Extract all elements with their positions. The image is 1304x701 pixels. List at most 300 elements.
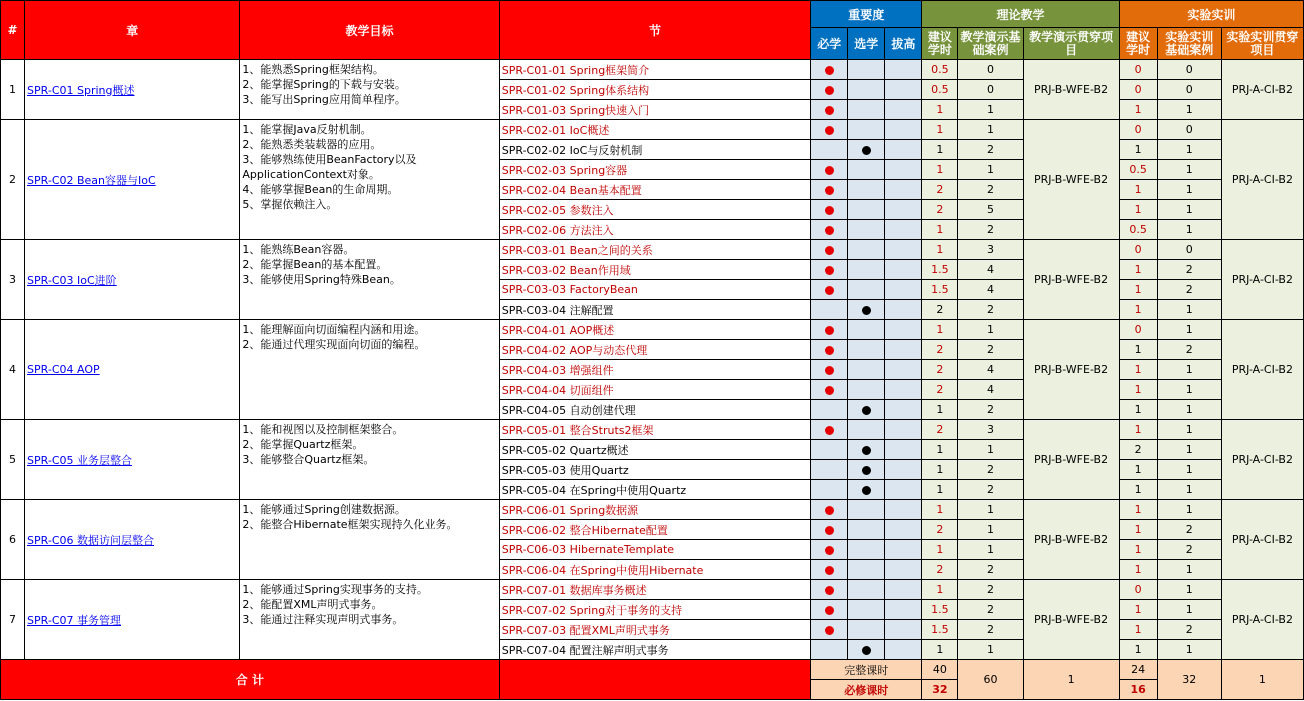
chapter-goal: 1、能熟悉Spring框架结构。 2、能掌握Spring的下载与安装。 3、能写出Spring应用简单程序。 — [240, 60, 499, 120]
required-dot-icon — [825, 86, 834, 95]
section-name: SPR-C02-01 IoC概述 — [499, 120, 810, 140]
lab-hours: 1 — [1119, 420, 1157, 440]
level-advanced — [885, 580, 922, 600]
lab-project: PRJ-A-CI-B2 — [1221, 420, 1303, 500]
chapter-num: 3 — [1, 240, 25, 320]
theory-hours: 2 — [922, 520, 958, 540]
header-theory-demo: 教学演示基础案例 — [958, 28, 1023, 60]
section-name: SPR-C04-01 AOP概述 — [499, 320, 810, 340]
header-num: # — [1, 1, 25, 60]
lab-hours: 1 — [1119, 540, 1157, 560]
elective-dot-icon — [862, 466, 871, 475]
level-elective — [848, 520, 885, 540]
theory-hours: 1.5 — [922, 620, 958, 640]
section-name: SPR-C06-01 Spring数据源 — [499, 500, 810, 520]
theory-project: PRJ-B-WFE-B2 — [1023, 120, 1119, 240]
section-name: SPR-C04-02 AOP与动态代理 — [499, 340, 810, 360]
level-advanced — [885, 300, 922, 320]
level-advanced — [885, 200, 922, 220]
theory-hours: 2 — [922, 200, 958, 220]
required-dot-icon — [825, 526, 834, 535]
summary-lab-cases: 32 — [1157, 660, 1221, 700]
lab-cases: 1 — [1157, 580, 1221, 600]
level-required — [811, 80, 848, 100]
lab-cases: 1 — [1157, 160, 1221, 180]
level-required — [811, 520, 848, 540]
chapter-num: 2 — [1, 120, 25, 240]
chapter-cell — [25, 320, 240, 420]
chapter-link[interactable]: SPR-C07 事务管理 — [27, 613, 121, 627]
level-advanced — [885, 80, 922, 100]
table-row — [1, 120, 1304, 140]
theory-hours: 2 — [922, 560, 958, 580]
theory-cases: 2 — [958, 580, 1023, 600]
theory-cases: 1 — [958, 500, 1023, 520]
theory-cases: 1 — [958, 160, 1023, 180]
level-elective — [848, 160, 885, 180]
level-required — [811, 360, 848, 380]
chapter-num: 4 — [1, 320, 25, 420]
level-advanced — [885, 620, 922, 640]
theory-hours: 0.5 — [922, 80, 958, 100]
theory-project: PRJ-B-WFE-B2 — [1023, 60, 1119, 120]
lab-cases: 0 — [1157, 240, 1221, 260]
theory-hours: 1 — [922, 640, 958, 660]
lab-cases: 2 — [1157, 620, 1221, 640]
lab-cases: 2 — [1157, 340, 1221, 360]
level-advanced — [885, 140, 922, 160]
lab-cases: 1 — [1157, 300, 1221, 320]
theory-hours: 1 — [922, 540, 958, 560]
section-name: SPR-C06-04 在Spring中使用Hibernate — [499, 560, 810, 580]
required-dot-icon — [825, 426, 834, 435]
lab-hours: 0 — [1119, 120, 1157, 140]
theory-project: PRJ-B-WFE-B2 — [1023, 580, 1119, 660]
header-lab-project: 实验实训贯穿项目 — [1221, 28, 1303, 60]
required-dot-icon — [825, 226, 834, 235]
lab-cases: 1 — [1157, 200, 1221, 220]
table-row — [1, 60, 1304, 80]
theory-hours: 2 — [922, 420, 958, 440]
level-elective — [848, 320, 885, 340]
lab-cases: 2 — [1157, 540, 1221, 560]
level-required — [811, 400, 848, 420]
section-name: SPR-C03-03 FactoryBean — [499, 280, 810, 300]
lab-hours: 1 — [1119, 640, 1157, 660]
level-required — [811, 280, 848, 300]
required-dot-icon — [825, 366, 834, 375]
level-elective — [848, 140, 885, 160]
table-row — [1, 420, 1304, 440]
required-dot-icon — [825, 346, 834, 355]
summary-lab-projects: 1 — [1221, 660, 1303, 700]
theory-hours: 1 — [922, 240, 958, 260]
chapter-link[interactable]: SPR-C04 AOP — [27, 363, 100, 376]
summary-lab-full: 24 — [1119, 660, 1157, 680]
level-advanced — [885, 260, 922, 280]
header-advanced: 拔高 — [885, 28, 922, 60]
theory-hours: 1 — [922, 400, 958, 420]
section-name: SPR-C04-04 切面组件 — [499, 380, 810, 400]
theory-cases: 2 — [958, 300, 1023, 320]
lab-project: PRJ-A-CI-B2 — [1221, 240, 1303, 320]
lab-cases: 1 — [1157, 220, 1221, 240]
lab-cases: 1 — [1157, 420, 1221, 440]
lab-cases: 2 — [1157, 520, 1221, 540]
lab-hours: 1 — [1119, 280, 1157, 300]
level-advanced — [885, 440, 922, 460]
level-advanced — [885, 380, 922, 400]
lab-cases: 1 — [1157, 400, 1221, 420]
theory-cases: 1 — [958, 640, 1023, 660]
summary-theory-cases: 60 — [958, 660, 1023, 700]
level-required — [811, 120, 848, 140]
level-advanced — [885, 420, 922, 440]
lab-hours: 1 — [1119, 480, 1157, 500]
required-dot-icon — [825, 166, 834, 175]
lab-hours: 1 — [1119, 460, 1157, 480]
header-lab-cases: 实验实训基础案例 — [1157, 28, 1221, 60]
level-required — [811, 200, 848, 220]
level-elective — [848, 220, 885, 240]
section-name: SPR-C03-01 Bean之间的关系 — [499, 240, 810, 260]
level-advanced — [885, 400, 922, 420]
lab-hours: 1 — [1119, 380, 1157, 400]
lab-cases: 0 — [1157, 60, 1221, 80]
lab-cases: 1 — [1157, 500, 1221, 520]
lab-cases: 2 — [1157, 260, 1221, 280]
summary-theory-full: 40 — [922, 660, 958, 680]
level-elective — [848, 340, 885, 360]
chapter-num: 1 — [1, 60, 25, 120]
summary-theory-required: 32 — [922, 680, 958, 700]
chapter-goal: 1、能够通过Spring创建数据源。 2、能整合Hibernate框架实现持久化业务。 — [240, 500, 499, 580]
theory-hours: 1.5 — [922, 280, 958, 300]
level-required — [811, 480, 848, 500]
chapter-num: 7 — [1, 580, 25, 660]
theory-cases: 2 — [958, 560, 1023, 580]
lab-cases: 1 — [1157, 560, 1221, 580]
required-dot-icon — [825, 386, 834, 395]
level-required — [811, 540, 848, 560]
header-goal: 教学目标 — [240, 1, 499, 60]
section-name: SPR-C01-01 Spring框架简介 — [499, 60, 810, 80]
theory-cases: 1 — [958, 100, 1023, 120]
level-advanced — [885, 100, 922, 120]
theory-hours: 1 — [922, 140, 958, 160]
lab-cases: 1 — [1157, 360, 1221, 380]
level-advanced — [885, 460, 922, 480]
chapter-goal: 1、能熟练Bean容器。 2、能掌握Bean的基本配置。 3、能够使用Spring特殊Bean。 — [240, 240, 499, 320]
level-elective — [848, 620, 885, 640]
section-name: SPR-C01-02 Spring体系结构 — [499, 80, 810, 100]
lab-cases: 1 — [1157, 180, 1221, 200]
lab-cases: 1 — [1157, 140, 1221, 160]
lab-hours: 1 — [1119, 360, 1157, 380]
table-row — [1, 320, 1304, 340]
theory-hours: 2 — [922, 300, 958, 320]
level-required — [811, 640, 848, 660]
section-name: SPR-C03-04 注解配置 — [499, 300, 810, 320]
level-advanced — [885, 160, 922, 180]
required-dot-icon — [825, 286, 834, 295]
level-elective — [848, 360, 885, 380]
chapter-link[interactable]: SPR-C03 IoC进阶 — [27, 273, 117, 287]
lab-hours: 1 — [1119, 620, 1157, 640]
level-required — [811, 220, 848, 240]
theory-hours: 1 — [922, 120, 958, 140]
level-required — [811, 380, 848, 400]
header-lab: 实验实训 — [1119, 1, 1303, 28]
level-required — [811, 340, 848, 360]
theory-cases: 1 — [958, 120, 1023, 140]
table-row — [1, 240, 1304, 260]
lab-hours: 1 — [1119, 300, 1157, 320]
theory-cases: 5 — [958, 200, 1023, 220]
theory-hours: 1 — [922, 320, 958, 340]
theory-cases: 2 — [958, 620, 1023, 640]
required-dot-icon — [825, 626, 834, 635]
header-elective: 选学 — [848, 28, 885, 60]
level-required — [811, 420, 848, 440]
theory-cases: 2 — [958, 460, 1023, 480]
theory-cases: 2 — [958, 340, 1023, 360]
section-name: SPR-C07-03 配置XML声明式事务 — [499, 620, 810, 640]
theory-cases: 3 — [958, 420, 1023, 440]
theory-cases: 1 — [958, 540, 1023, 560]
required-dot-icon — [825, 546, 834, 555]
elective-dot-icon — [862, 146, 871, 155]
summary-blank — [499, 660, 810, 700]
lab-hours: 0.5 — [1119, 160, 1157, 180]
lab-project: PRJ-A-CI-B2 — [1221, 500, 1303, 580]
lab-project: PRJ-A-CI-B2 — [1221, 120, 1303, 240]
section-name: SPR-C02-05 参数注入 — [499, 200, 810, 220]
lab-cases: 1 — [1157, 640, 1221, 660]
theory-cases: 2 — [958, 400, 1023, 420]
lab-hours: 1 — [1119, 340, 1157, 360]
chapter-link[interactable]: SPR-C06 数据访问层整合 — [27, 533, 154, 547]
theory-cases: 4 — [958, 280, 1023, 300]
section-name: SPR-C06-02 整合Hibernate配置 — [499, 520, 810, 540]
section-name: SPR-C04-05 自动创建代理 — [499, 400, 810, 420]
level-advanced — [885, 560, 922, 580]
lab-project: PRJ-A-CI-B2 — [1221, 320, 1303, 420]
elective-dot-icon — [862, 486, 871, 495]
theory-hours: 1 — [922, 440, 958, 460]
level-advanced — [885, 500, 922, 520]
header-section: 节 — [499, 1, 810, 60]
level-elective — [848, 260, 885, 280]
level-required — [811, 100, 848, 120]
header-importance: 重要度 — [811, 1, 922, 28]
lab-cases: 0 — [1157, 80, 1221, 100]
lab-hours: 0 — [1119, 320, 1157, 340]
lab-cases: 1 — [1157, 480, 1221, 500]
chapter-link[interactable]: SPR-C05 业务层整合 — [27, 453, 132, 467]
summary-full-label: 完整课时 — [811, 660, 922, 680]
chapter-cell — [25, 580, 240, 660]
level-elective — [848, 440, 885, 460]
level-elective — [848, 180, 885, 200]
required-dot-icon — [825, 126, 834, 135]
section-name: SPR-C07-02 Spring对于事务的支持 — [499, 600, 810, 620]
summary-required-label: 必修课时 — [811, 680, 922, 700]
elective-dot-icon — [862, 446, 871, 455]
level-elective — [848, 120, 885, 140]
section-name: SPR-C04-03 增强组件 — [499, 360, 810, 380]
level-elective — [848, 280, 885, 300]
lab-hours: 0 — [1119, 580, 1157, 600]
chapter-cell — [25, 500, 240, 580]
level-elective — [848, 460, 885, 480]
level-required — [811, 240, 848, 260]
level-elective — [848, 100, 885, 120]
theory-cases: 2 — [958, 140, 1023, 160]
chapter-link[interactable]: SPR-C01 Spring概述 — [27, 83, 135, 97]
theory-project: PRJ-B-WFE-B2 — [1023, 320, 1119, 420]
level-elective — [848, 480, 885, 500]
chapter-cell — [25, 120, 240, 240]
theory-cases: 2 — [958, 220, 1023, 240]
theory-hours: 1 — [922, 100, 958, 120]
level-advanced — [885, 640, 922, 660]
required-dot-icon — [825, 586, 834, 595]
theory-hours: 0.5 — [922, 60, 958, 80]
chapter-link[interactable]: SPR-C02 Bean容器与IoC — [27, 173, 156, 187]
section-name: SPR-C05-04 在Spring中使用Quartz — [499, 480, 810, 500]
level-elective — [848, 80, 885, 100]
section-name: SPR-C07-01 数据库事务概述 — [499, 580, 810, 600]
lab-hours: 2 — [1119, 440, 1157, 460]
level-advanced — [885, 540, 922, 560]
lab-hours: 1 — [1119, 500, 1157, 520]
section-name: SPR-C07-04 配置注解声明式事务 — [499, 640, 810, 660]
summary-lab-required: 16 — [1119, 680, 1157, 700]
lab-cases: 0 — [1157, 120, 1221, 140]
theory-hours: 1 — [922, 500, 958, 520]
theory-cases: 2 — [958, 600, 1023, 620]
theory-cases: 4 — [958, 380, 1023, 400]
summary-label: 合 计 — [1, 660, 500, 700]
lab-hours: 0.5 — [1119, 220, 1157, 240]
theory-hours: 2 — [922, 340, 958, 360]
lab-cases: 2 — [1157, 280, 1221, 300]
table-body — [1, 60, 1304, 660]
lab-hours: 0 — [1119, 240, 1157, 260]
theory-hours: 1 — [922, 580, 958, 600]
lab-hours: 1 — [1119, 140, 1157, 160]
lab-cases: 1 — [1157, 600, 1221, 620]
theory-cases: 4 — [958, 260, 1023, 280]
chapter-goal: 1、能掌握Java反射机制。 2、能熟悉类装载器的应用。 3、能够熟练使用BeanFactory以及ApplicationContext对象。 4、能够掌握Bean的生命周期。 5、掌握依赖注入。 — [240, 120, 499, 240]
section-name: SPR-C02-06 方法注入 — [499, 220, 810, 240]
level-advanced — [885, 520, 922, 540]
header-lab-hours: 建议学时 — [1119, 28, 1157, 60]
theory-hours: 1.5 — [922, 600, 958, 620]
level-required — [811, 500, 848, 520]
elective-dot-icon — [862, 646, 871, 655]
section-name: SPR-C05-01 整合Struts2框架 — [499, 420, 810, 440]
level-elective — [848, 400, 885, 420]
level-required — [811, 60, 848, 80]
elective-dot-icon — [862, 406, 871, 415]
section-name: SPR-C02-02 IoC与反射机制 — [499, 140, 810, 160]
section-name: SPR-C06-03 HibernateTemplate — [499, 540, 810, 560]
level-advanced — [885, 320, 922, 340]
theory-cases: 1 — [958, 520, 1023, 540]
level-elective — [848, 240, 885, 260]
lab-project: PRJ-A-CI-B2 — [1221, 60, 1303, 120]
level-elective — [848, 600, 885, 620]
lab-cases: 1 — [1157, 100, 1221, 120]
level-advanced — [885, 600, 922, 620]
level-required — [811, 160, 848, 180]
level-required — [811, 460, 848, 480]
elective-dot-icon — [862, 306, 871, 315]
header-chapter: 章 — [25, 1, 240, 60]
theory-hours: 1 — [922, 160, 958, 180]
required-dot-icon — [825, 606, 834, 615]
level-required — [811, 300, 848, 320]
theory-cases: 0 — [958, 80, 1023, 100]
theory-project: PRJ-B-WFE-B2 — [1023, 420, 1119, 500]
theory-hours: 1.5 — [922, 260, 958, 280]
theory-cases: 2 — [958, 180, 1023, 200]
lab-cases: 1 — [1157, 440, 1221, 460]
required-dot-icon — [825, 326, 834, 335]
header-required: 必学 — [811, 28, 848, 60]
section-name: SPR-C03-02 Bean作用域 — [499, 260, 810, 280]
chapter-cell — [25, 420, 240, 500]
level-elective — [848, 540, 885, 560]
level-elective — [848, 420, 885, 440]
level-required — [811, 320, 848, 340]
level-required — [811, 620, 848, 640]
theory-hours: 2 — [922, 360, 958, 380]
required-dot-icon — [825, 566, 834, 575]
lab-hours: 1 — [1119, 520, 1157, 540]
level-elective — [848, 60, 885, 80]
lab-cases: 1 — [1157, 460, 1221, 480]
level-required — [811, 140, 848, 160]
level-elective — [848, 580, 885, 600]
required-dot-icon — [825, 186, 834, 195]
chapter-goal: 1、能够通过Spring实现事务的支持。 2、能配置XML声明式事务。 3、能通过注释实现声明式事务。 — [240, 580, 499, 660]
lab-hours: 1 — [1119, 260, 1157, 280]
level-advanced — [885, 240, 922, 260]
theory-hours: 2 — [922, 380, 958, 400]
required-dot-icon — [825, 506, 834, 515]
level-advanced — [885, 360, 922, 380]
lab-hours: 1 — [1119, 560, 1157, 580]
level-advanced — [885, 120, 922, 140]
chapter-cell — [25, 60, 240, 120]
level-advanced — [885, 340, 922, 360]
chapter-num: 5 — [1, 420, 25, 500]
theory-hours: 1 — [922, 220, 958, 240]
lab-hours: 1 — [1119, 180, 1157, 200]
theory-project: PRJ-B-WFE-B2 — [1023, 500, 1119, 580]
theory-cases: 2 — [958, 480, 1023, 500]
section-name: SPR-C05-02 Quartz概述 — [499, 440, 810, 460]
theory-hours: 1 — [922, 480, 958, 500]
lab-cases: 1 — [1157, 320, 1221, 340]
header-theory: 理论教学 — [922, 1, 1119, 28]
level-elective — [848, 200, 885, 220]
level-advanced — [885, 60, 922, 80]
level-elective — [848, 300, 885, 320]
